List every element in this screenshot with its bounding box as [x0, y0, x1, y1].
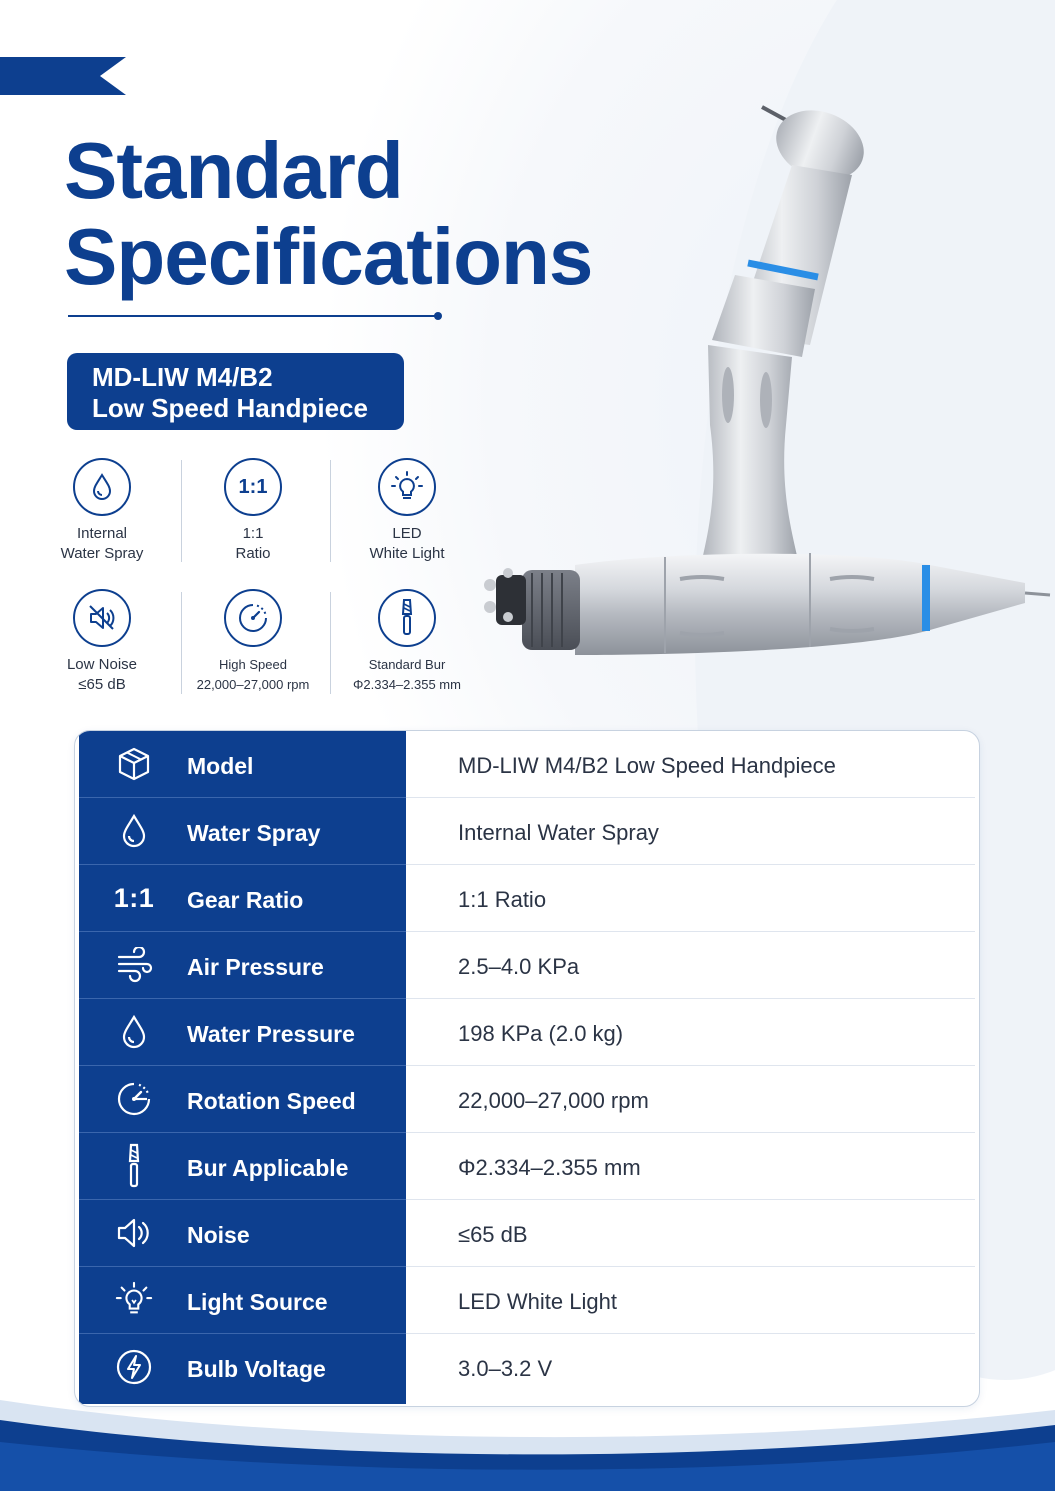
model-badge-line-1: MD-LIW M4/B2 — [92, 362, 273, 392]
muted-speaker-icon — [73, 589, 131, 647]
bur-icon — [115, 1147, 153, 1185]
table-row — [75, 1066, 980, 1133]
table-row — [75, 1267, 980, 1334]
spec-value: MD-LIW M4/B2 Low Speed Handpiece — [458, 753, 836, 778]
spec-label: Noise — [187, 1222, 250, 1248]
feature-water-spray — [27, 458, 177, 564]
spec-label-cell — [79, 865, 406, 931]
spec-value: 1:1 Ratio — [458, 887, 547, 912]
feature-high-speed — [178, 589, 328, 695]
speaker-icon — [115, 1214, 153, 1252]
feature-line-2: Φ2.334–2.355 mm — [353, 677, 461, 692]
feature-divider — [330, 460, 331, 562]
spec-label: Water Pressure — [187, 1021, 355, 1047]
water-drop-icon — [115, 1013, 153, 1051]
spec-label-cell — [79, 1267, 406, 1333]
spec-label-cell — [79, 1066, 406, 1132]
ratio-icon-text: 1:1 — [113, 882, 155, 913]
table-row — [75, 1200, 980, 1267]
spec-label: Model — [187, 753, 254, 779]
table-row — [75, 932, 980, 999]
spec-label: Water Spray — [187, 820, 321, 846]
feature-led-light — [332, 458, 482, 564]
spec-label-cell — [79, 999, 406, 1065]
table-row — [75, 865, 980, 932]
title-line-2: Specifications — [64, 212, 593, 301]
spec-value: 3.0–3.2 V — [458, 1356, 553, 1381]
title-underline-dot — [434, 312, 442, 320]
spec-label-cell — [79, 932, 406, 998]
cube-icon — [115, 745, 153, 783]
ratio-icon-text: 1:1 — [238, 475, 268, 498]
model-badge-line-2: Low Speed Handpiece — [92, 393, 368, 423]
feature-line-1: LED — [392, 525, 422, 542]
spec-value: LED White Light — [458, 1289, 617, 1314]
feature-line-1: High Speed — [219, 657, 287, 672]
spec-label-cell — [79, 798, 406, 864]
water-drop-icon — [73, 458, 131, 516]
ratio-icon — [115, 879, 153, 917]
feature-low-noise — [27, 589, 177, 695]
feature-divider — [330, 592, 331, 694]
title-line-1: Standard — [64, 126, 403, 215]
spec-value: Φ2.334–2.355 mm — [458, 1155, 641, 1180]
table-row — [75, 1133, 980, 1200]
spec-label: Rotation Speed — [187, 1088, 356, 1114]
wind-icon — [115, 946, 153, 984]
handpiece-product-image — [480, 95, 1055, 685]
spec-value: 198 KPa (2.0 kg) — [458, 1021, 624, 1046]
feature-standard-bur — [332, 589, 482, 695]
spec-value: 22,000–27,000 rpm — [458, 1088, 649, 1113]
spec-label: Light Source — [187, 1289, 328, 1315]
spec-label-cell — [79, 1133, 406, 1199]
title-underline — [68, 315, 440, 317]
spec-label: Gear Ratio — [187, 887, 304, 913]
spec-label: Bur Applicable — [187, 1155, 349, 1181]
water-drop-icon — [115, 812, 153, 850]
spec-label-cell — [79, 1200, 406, 1266]
light-bulb-icon — [378, 458, 436, 516]
feature-line-2: White Light — [369, 545, 445, 562]
spec-table — [74, 730, 980, 1407]
bur-icon — [378, 589, 436, 647]
feature-line-1: 1:1 — [242, 525, 264, 542]
bottom-wave-decoration — [0, 1380, 1055, 1491]
spec-value: ≤65 dB — [458, 1222, 528, 1247]
ratio-icon — [224, 458, 282, 516]
spec-label: Air Pressure — [187, 954, 324, 980]
feature-line-2: Ratio — [235, 545, 271, 562]
speedometer-icon — [115, 1080, 153, 1118]
feature-line-1: Internal — [76, 525, 128, 542]
spec-value: Internal Water Spray — [458, 820, 659, 845]
feature-ratio — [178, 458, 328, 564]
table-row — [75, 798, 980, 865]
feature-line-1: Standard Bur — [368, 657, 446, 672]
speedometer-icon — [224, 589, 282, 647]
light-bulb-icon — [115, 1281, 153, 1319]
table-row — [75, 999, 980, 1066]
feature-line-2: Water Spray — [60, 545, 144, 562]
model-badge — [67, 353, 404, 430]
feature-line-2: ≤65 dB — [78, 676, 126, 693]
feature-line-1: Low Noise — [66, 656, 138, 673]
corner-flag-decoration — [0, 57, 126, 95]
spec-value: 2.5–4.0 KPa — [458, 954, 580, 979]
feature-line-2: 22,000–27,000 rpm — [196, 677, 310, 692]
spec-label: Bulb Voltage — [187, 1356, 326, 1382]
spec-label-cell — [79, 731, 406, 797]
table-row — [75, 731, 980, 798]
